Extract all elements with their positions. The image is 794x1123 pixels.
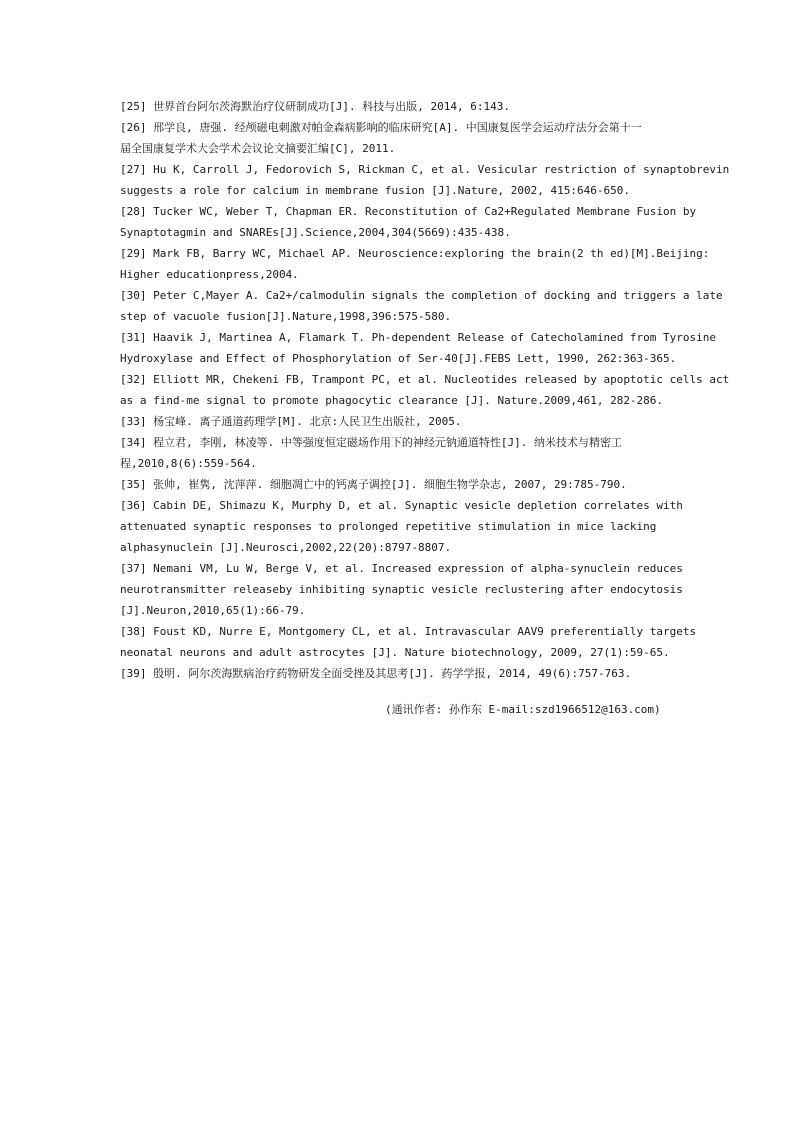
reference-entry [120,117,678,159]
reference-line: Synaptotagmin and SNAREs[J].Science,2004,304(5669):435-438. [120,226,511,239]
reference-entry [120,663,678,684]
reference-entry [120,621,697,663]
reference-entry [120,558,683,621]
reference-line: [37] Nemani VM, Lu W, Berge V, et al. Increased expression of alpha-synuclein reduces [120,562,683,575]
reference-line: Hydroxylase and Effect of Phosphorylation of Ser-40[J].FEBS Lett, 1990, 262:363-365. [120,352,677,365]
reference-line: [33] 杨宝峰. 离子通道药理学[M]. 北京:人民卫生出版社, 2005. [120,415,462,428]
reference-entry [120,285,723,327]
reference-entry [120,96,678,117]
reference-entry [120,201,697,243]
reference-entry [120,369,730,411]
reference-line: as a find-me signal to promote phagocytic clearance [J]. Nature.2009,461, 282-286. [120,394,664,407]
reference-line: [31] Haavik J, Martinea A, Flamark T. Ph-dependent Release of Catecholamined from Tyrosine [120,331,717,344]
reference-entry [120,411,678,432]
reference-line: [25] 世界首台阿尔茨海默治疗仪研制成功[J]. 科技与出版, 2014, 6:143. [120,100,510,113]
reference-line: [35] 张帅, 崔隽, 沈萍萍. 细胞凋亡中的钙离子调控[J]. 细胞生物学杂志, 2007, 29:785-790. [120,478,627,491]
reference-line: [39] 殷明. 阿尔茨海默病治疗药物研发全面受挫及其思考[J]. 药学学报, 2014, 49(6):757-763. [120,667,632,680]
reference-line: [32] Elliott MR, Chekeni FB, Trampont PC, et al. Nucleotides released by apoptotic cells act [120,373,730,386]
reference-line: 程,2010,8(6):559-564. [120,457,257,470]
reference-line: [36] Cabin DE, Shimazu K, Murphy D, et al. Synaptic vesicle depletion correlates with [120,499,683,512]
reference-line: attenuated synaptic responses to prolonged repetitive stimulation in mice lacking [120,520,657,533]
reference-line: Higher educationpress,2004. [120,268,299,281]
reference-entry [120,159,730,201]
reference-line: neurotransmitter releaseby inhibiting synaptic vesicle reclustering after endocytosis [120,583,683,596]
reference-line: suggests a role for calcium in membrane fusion [J].Nature, 2002, 415:646-650. [120,184,630,197]
reference-line: [38] Foust KD, Nurre E, Montgomery CL, et al. Intravascular AAV9 preferentially targets [120,625,697,638]
reference-line: 届全国康复学术大会学术会议论文摘要汇编[C], 2011. [120,142,396,155]
reference-line: [30] Peter C,Mayer A. Ca2+/calmodulin signals the completion of docking and triggers a late [120,289,723,302]
reference-line: [28] Tucker WC, Weber T, Chapman ER. Reconstitution of Ca2+Regulated Membrane Fusion by [120,205,697,218]
reference-entry [120,243,710,285]
reference-line: [29] Mark FB, Barry WC, Michael AP. Neuroscience:exploring the brain(2 th ed)[M].Beijing: [120,247,710,260]
reference-entry [120,474,678,495]
reference-entry [120,495,683,558]
reference-line: [27] Hu K, Carroll J, Fedorovich S, Rickman C, et al. Vesicular restriction of synaptobrevin [120,163,730,176]
reference-line: [J].Neuron,2010,65(1):66-79. [120,604,306,617]
reference-list [120,96,730,684]
reference-entry [120,327,717,369]
reference-line: alphasynuclein [J].Neurosci,2002,22(20):8797-8807. [120,541,452,554]
reference-line: [34] 程立君, 李刚, 林凌等. 中等强度恒定磁场作用下的神经元钠通道特性[J]. 纳米技术与精密工 [120,436,622,449]
reference-entry [120,432,678,474]
reference-line: step of vacuole fusion[J].Nature,1998,396:575-580. [120,310,452,323]
reference-line: [26] 邢学良, 唐强. 经颅磁电刺激对帕金森病影响的临床研究[A]. 中国康复医学会运动疗法分会第十一 [120,121,642,134]
reference-line: neonatal neurons and adult astrocytes [J]. Nature biotechnology, 2009, 27(1):59-65. [120,646,670,659]
corresponding-author-note: (通讯作者: 孙作东 E-mail:szd1966512@163.com) [385,703,661,716]
